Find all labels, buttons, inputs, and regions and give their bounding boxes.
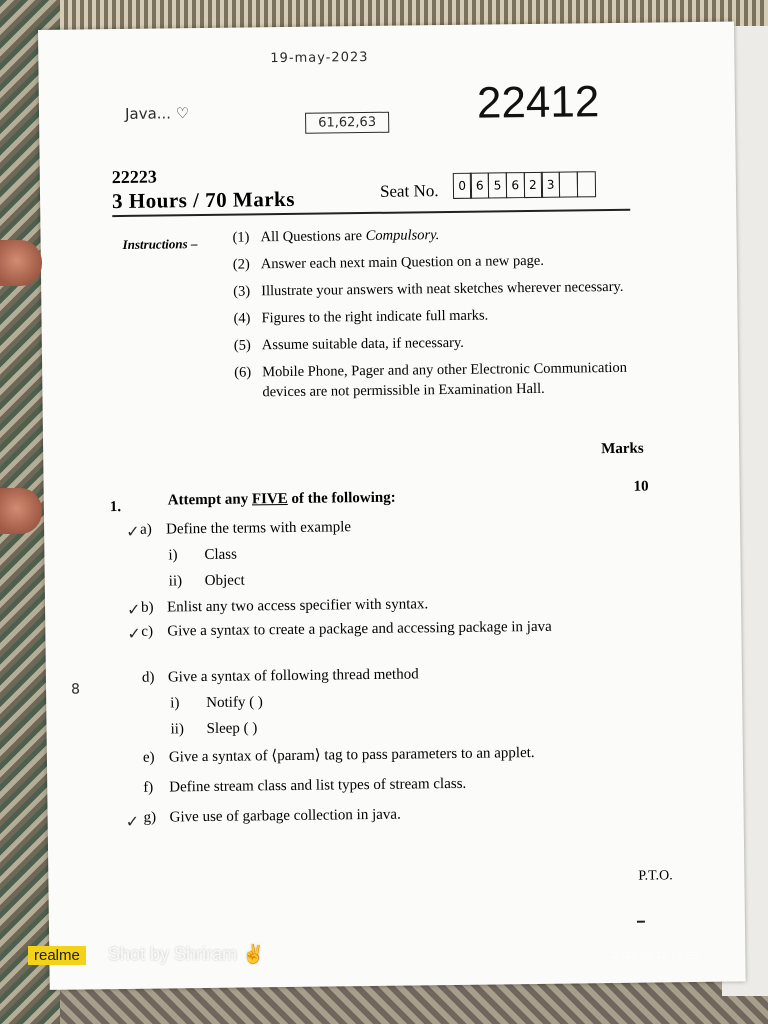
victory-hand-icon: ✌ <box>242 944 265 964</box>
instruction-number: (6) <box>234 364 252 381</box>
seat-digit: 2 <box>523 172 542 198</box>
instructions-label: Instructions – <box>122 236 198 252</box>
exam-paper <box>38 21 746 989</box>
instruction-number: (2) <box>232 256 250 273</box>
part-text: Define stream class and list types of stream class. <box>169 775 467 796</box>
heart-icon: ♡ <box>175 104 190 123</box>
instruction-text: Assume suitable data, if necessary. <box>261 334 464 354</box>
checkmark-icon: ✓ <box>126 599 141 619</box>
part-label: e) <box>142 749 155 766</box>
part-text: Sleep ( ) <box>206 720 258 737</box>
instruction-item <box>233 304 633 329</box>
part-label: c) <box>141 623 154 640</box>
handwritten-subject-note <box>125 104 189 123</box>
checkmark-icon: ✓ <box>127 623 141 643</box>
part-text: Give a syntax of following thread method <box>167 666 419 686</box>
seat-digit: 6 <box>470 172 489 198</box>
question-number: 1. <box>109 499 122 516</box>
instruction-number: (4) <box>233 310 251 327</box>
instruction-text: Mobile Phone, Pager and any other Electronic Communication devices are not permissible in Examination Hall. <box>262 359 628 401</box>
instruction-number: (3) <box>233 283 251 300</box>
instructions-list <box>232 223 634 410</box>
question-parts <box>125 511 644 833</box>
thumb-top <box>0 240 42 286</box>
seat-digit <box>559 171 578 197</box>
part-text: Enlist any two access specifier with syntax. <box>166 596 429 616</box>
thumb-bottom <box>0 488 42 534</box>
watermark-timestamp: 2023.05.31 19:39 <box>612 950 698 962</box>
handwritten-margin-mark: 8 <box>70 681 81 698</box>
instruction-item <box>234 331 634 356</box>
instruction-text: Illustrate your answers with neat sketches wherever necessary. <box>261 278 624 300</box>
handwritten-date: 19-may-2023 <box>270 49 369 67</box>
instruction-number: (1) <box>232 229 250 246</box>
pto-label: P.T.O. <box>638 868 673 884</box>
instruction-item <box>234 358 634 403</box>
part-label: i) <box>168 547 178 564</box>
seat-digit: 3 <box>541 172 560 198</box>
instruction-text: Answer each next main Question on a new page. <box>260 252 545 273</box>
seat-digit: 0 <box>452 173 471 199</box>
part-label: i) <box>170 695 180 712</box>
part-text: Object <box>204 572 245 590</box>
part-label: g) <box>143 809 157 826</box>
instruction-item <box>233 250 633 275</box>
seat-number-boxes <box>454 171 596 199</box>
part-text: Give a syntax of ⟨param⟩ tag to pass parameters to an applet. <box>168 744 535 766</box>
question-part-g <box>125 797 643 833</box>
part-text: Class <box>204 546 238 564</box>
seat-label: Seat No. <box>379 181 439 201</box>
watermark-shot-text: Shot by Shriram <box>108 944 238 964</box>
seat-digit: 6 <box>506 172 525 198</box>
part-label: a) <box>140 521 152 538</box>
watermark-shot-by <box>108 944 265 965</box>
subject-code: 22223 <box>111 166 157 188</box>
watermark-brand: realme <box>28 946 86 965</box>
question-part-c <box>127 615 642 665</box>
part-text: Notify ( ) <box>206 694 263 711</box>
instruction-text: All Questions are Compulsory. <box>260 227 440 246</box>
instruction-number: (5) <box>233 337 251 354</box>
marks-heading: Marks <box>601 440 644 458</box>
part-label: d) <box>141 669 155 686</box>
part-text: Define the terms with example <box>166 519 352 538</box>
handwritten-subject-text: Java... <box>124 104 172 123</box>
question-marks: 10 <box>633 478 649 495</box>
part-text: Give use of garbage collection in java. <box>169 806 401 826</box>
part-label: ii) <box>170 721 184 738</box>
duration-marks: 3 Hours / 70 Marks <box>111 186 296 214</box>
part-label: b) <box>140 599 154 616</box>
instruction-item <box>233 277 633 302</box>
instruction-emphasis: Compulsory. <box>365 227 440 245</box>
instruction-text: Figures to the right indicate full marks. <box>261 307 489 327</box>
part-label: f) <box>143 779 154 796</box>
seat-digit <box>576 171 595 197</box>
instruction-item <box>232 223 632 248</box>
question-title: Attempt any FIVE of the following: <box>167 489 396 509</box>
checkmark-icon: ✓ <box>126 521 140 541</box>
part-label: ii) <box>168 573 183 590</box>
paper-code: 22412 <box>476 77 600 128</box>
checkmark-icon: ✓ <box>125 811 140 831</box>
handwritten-boxed-numbers: 61,62,63 <box>305 112 389 134</box>
question-title-emphasis: FIVE <box>251 490 288 508</box>
part-text: Give a syntax to create a package and accessing package in java <box>167 618 552 640</box>
seat-digit: 5 <box>488 172 507 198</box>
footer-dash <box>637 921 645 923</box>
